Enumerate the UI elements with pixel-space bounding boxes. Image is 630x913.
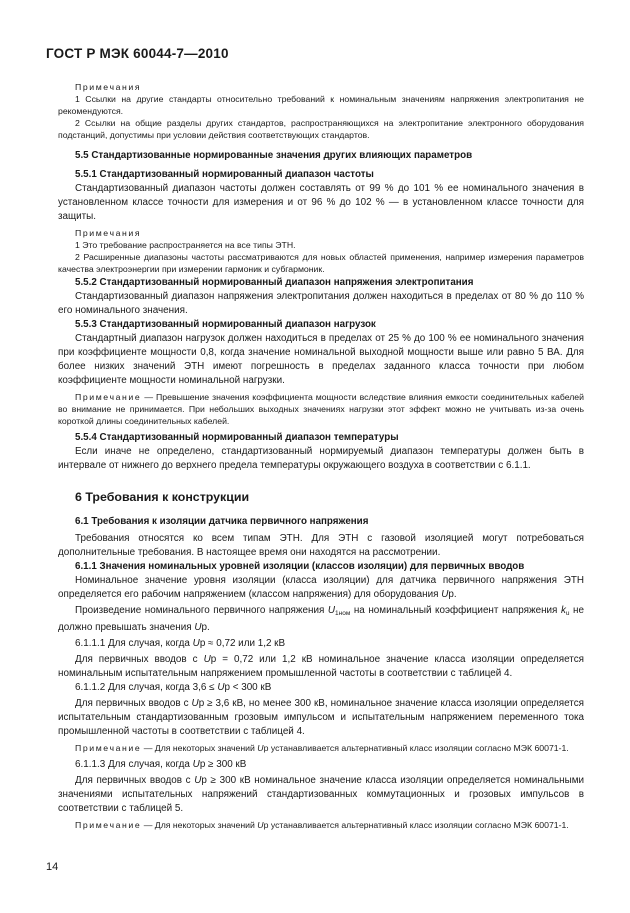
notes-label: Примечания — [75, 82, 142, 92]
body-paragraph: Стандартизованный диапазон напряжения электропитания должен находиться в пределах от 80 % до 110 % его номинального значения. — [58, 291, 584, 316]
section-heading-6-1-1: 6.1.1 Значения номинальных уровней изоляции (классов изоляции) для первичных вводов — [75, 561, 525, 572]
section-heading-6-1: 6.1 Требования к изоляции датчика первичного напряжения — [75, 516, 369, 527]
note-paragraph: Примечание — Для некоторых значений Uр устанавливается альтернативный класс изоляции согласно МЭК 60071-1. — [75, 743, 569, 753]
body-paragraph: Стандартный диапазон нагрузок должен находиться в пределах от 25 % до 100 % ее номинального значения при коэффициенте мощности 0,8, когда значение номинальной выходной мощности выше или равно 5 ВА. Для более низких значений ЭТН имеют погрешность в пределах заданного класса точности при любом коэффициенте мощности номинальной нагрузки. — [58, 333, 584, 386]
document-body — [58, 81, 584, 831]
notes-label: Примечания — [75, 228, 142, 238]
section-heading-5-5-3: 5.5.3 Стандартизованный нормированный диапазон нагрузок — [75, 319, 376, 330]
note-paragraph: 1 Ссылки на другие стандарты относительно требований к номинальным значениям напряжения электропитания не рекомендуются. — [58, 94, 584, 116]
note-paragraph: 2 Ссылки на общие разделы других стандартов, распространяющихся на электропитание электронного оборудования подстанций, допустимы при условии действия соответствующих стандартов. — [58, 118, 584, 140]
body-paragraph: Для первичных вводов с Uр ≥ 3,6 кВ, но менее 300 кВ, номинальное значение класса изоляции определяется испытательным стандартизованным грозовым импульсом и испытательным напряжением переменного тока промышленной частоты в соответствии с таблицей 4. — [58, 698, 584, 737]
section-heading-5-5: 5.5 Стандартизованные нормированные значения других влияющих параметров — [75, 150, 473, 161]
section-heading-6: 6 Требования к конструкции — [75, 490, 250, 504]
note-paragraph — [58, 391, 584, 427]
body-paragraph: Номинальное значение уровня изоляции (класса изоляции) для датчика первичного напряжения ЭТН определяется его рабочим напряжением (классом напряжения) для оборудования Uр. — [58, 575, 584, 600]
note-paragraph: 1 Это требование распространяется на все типы ЭТН. — [75, 240, 296, 250]
section-heading-5-5-1: 5.5.1 Стандартизованный нормированный диапазон частоты — [75, 169, 374, 180]
note-label: Примечание — [75, 392, 142, 402]
subsection-condition: 6.1.1.2 Для случая, когда 3,6 ≤ Uр < 300 кВ — [75, 682, 272, 693]
body-paragraph: Для первичных вводов с Uр ≥ 300 кВ номинальное значение класса изоляции определяется номинальными значениями испытательных напряжений стандартизованных коммутационных и грозовых импульсов в соответствии с таблицей 5. — [58, 775, 585, 814]
body-paragraph: Требования относятся ко всем типам ЭТН. Для ЭТН с газовой изоляцией могут потребоваться дополнительные требования. В настоящее время они находятся на рассмотрении. — [58, 533, 584, 558]
body-paragraph: Произведение номинального первичного напряжения $U_{1ном}$ на номинальный коэффициент напряжения $k_u$ не должно превышать значения Uр. — [58, 605, 584, 633]
body-paragraph: Стандартизованный диапазон частоты должен составлять от 99 % до 101 % ее номинального значения в установленном классе точности для измерения и от 96 % до 102 % — в установленном классе точности для защиты. — [58, 183, 584, 222]
note-text: — Превышение значения коэффициента мощности вследствие влияния емкости соединительных кабелей во внимание не принимается. При небольших выходных значениях нагрузки этот эффект можно не учитывать из-за очень короткой длины соединительных кабелей. — [58, 392, 584, 426]
document-header: ГОСТ Р МЭК 60044-7—2010 — [46, 46, 229, 61]
body-paragraph: Если иначе не определено, стандартизованный нормируемый диапазон температуры должен быть в интервале от нижнего до верхнего предела температуры окружающего воздуха в соответствии с 6.1.1. — [58, 446, 584, 471]
body-paragraph: Для первичных вводов с Uр = 0,72 или 1,2 кВ номинальное значение класса изоляции определяется номинальным испытательным напряжением промышленной частоты в соответствии с таблицей 4. — [58, 654, 585, 679]
page-number: 14 — [46, 861, 59, 873]
subsection-condition: 6.1.1.1 Для случая, когда Uр ≈ 0,72 или 1,2 кВ — [75, 638, 286, 649]
subsection-condition: 6.1.1.3 Для случая, когда Uр ≥ 300 кВ — [75, 759, 247, 770]
note-paragraph: 2 Расширенные диапазоны частоты рассматриваются для новых областей применения, например измерения параметров качества электроэнергии при измерении гармоник и субгармоник. — [58, 252, 584, 274]
section-heading-5-5-4: 5.5.4 Стандартизованный нормированный диапазон температуры — [75, 432, 399, 443]
note-paragraph: Примечание — Для некоторых значений Uр устанавливается альтернативный класс изоляции согласно МЭК 60071-1. — [75, 820, 569, 830]
section-heading-5-5-2: 5.5.2 Стандартизованный нормированный диапазон напряжения электропитания — [75, 277, 474, 288]
